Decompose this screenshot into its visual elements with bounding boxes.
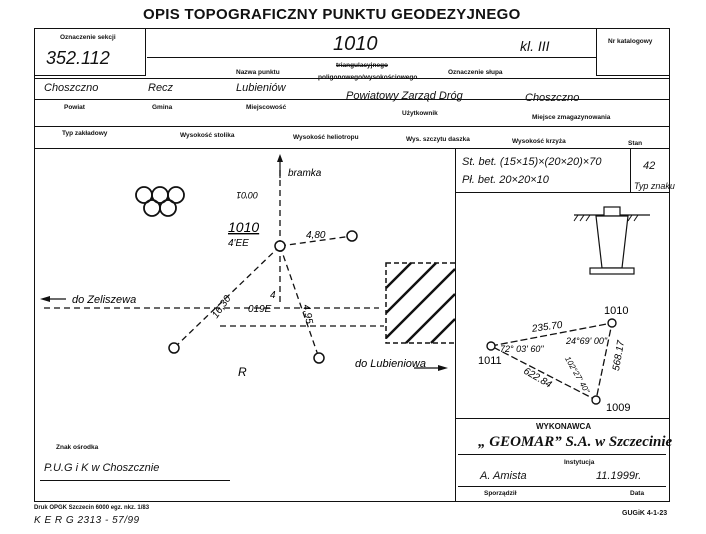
bramka-arrowhead xyxy=(277,154,283,162)
contractor-line xyxy=(458,454,666,455)
label-bramka: bramka xyxy=(288,168,322,179)
kerg-line: K E R G 2313 - 57/99 xyxy=(34,515,140,526)
institution-label: Instytucja xyxy=(564,459,595,466)
building-hatch xyxy=(386,263,455,343)
triangle-sketch xyxy=(456,300,670,415)
print-line: Druk OPGK Szczecin 6000 egz. nkz. 1/83 xyxy=(34,505,150,511)
section-label: Oznaczenie sekcji xyxy=(60,34,116,41)
znak-line xyxy=(40,480,230,481)
contractor-label: WYKONAWCA xyxy=(536,422,592,431)
label-point: 1010 xyxy=(228,219,260,235)
post-body xyxy=(596,216,628,268)
param-daszek: Wys. szczytu daszka xyxy=(406,136,470,143)
author-line xyxy=(458,486,666,487)
powiat-value: Choszczno xyxy=(44,82,99,94)
arrow-left-head xyxy=(40,296,50,302)
tri-ang-1009: 102°27' 40" xyxy=(563,354,592,395)
tri-ang-1011: 72° 03' 60" xyxy=(500,344,544,354)
typ-label: Typ znaku xyxy=(634,181,675,191)
param-stan: Stan xyxy=(628,140,643,147)
label-480: 4,80 xyxy=(306,230,326,241)
date-value: 11.1999r. xyxy=(596,470,642,482)
label-1630: 16,30 xyxy=(210,293,234,321)
label-4: 4 xyxy=(270,290,276,301)
point-type-option-2: poligonowego/wysokościowego xyxy=(318,74,418,81)
tri-1011: 1011 xyxy=(478,355,502,367)
znak-value: P.U.G i K w Choszcznie xyxy=(44,462,160,474)
post-cross-section xyxy=(560,200,660,280)
tri-ang-1010: 24°69' 00" xyxy=(566,336,608,346)
user-value: Powiatowy Zarząd Dróg xyxy=(346,90,463,102)
date-label: Data xyxy=(630,490,645,497)
post-top xyxy=(604,207,620,216)
sketch-lines xyxy=(44,170,384,358)
params-top-line xyxy=(34,126,670,127)
znak-label: Znak ośrodka xyxy=(56,444,99,451)
gmina-value: Recz xyxy=(148,82,174,94)
author-label: Sporządził xyxy=(484,490,517,497)
specs-bottom-line xyxy=(455,192,670,193)
contractor-top-line xyxy=(455,418,670,419)
triangle-shape xyxy=(491,323,612,400)
label-val-point: 4'EE xyxy=(228,238,249,249)
label-495: 4,95 xyxy=(300,303,315,325)
location-line xyxy=(34,99,670,100)
tri-side-top: 235.70 xyxy=(531,319,564,335)
user-label: Użytkownik xyxy=(402,110,438,117)
document-title: OPIS TOPOGRAFICZNY PUNKTU GEODEZYJNEGO xyxy=(143,6,521,23)
param-krzyz: Wysokość krzyża xyxy=(512,138,566,145)
point-type-option-1: triangulacyjnego xyxy=(336,62,389,69)
gmina-label: Gmina xyxy=(152,104,173,111)
post-label: Oznaczenie słupa xyxy=(448,69,503,76)
powiat-label: Powiat xyxy=(64,104,85,111)
point-name-label: Nazwa punktu xyxy=(236,69,280,76)
tri-side-bottom: 622.84 xyxy=(521,365,554,391)
catalog-label: Nr katalogowy xyxy=(608,38,653,45)
tri-1009: 1009 xyxy=(606,402,631,414)
post-plate xyxy=(590,268,634,274)
title-underline xyxy=(147,57,597,58)
label-do-lubieniowa: do Lubieniowa xyxy=(355,358,426,370)
tri-side-right: 568.17 xyxy=(610,339,628,372)
storage-value: Choszczno xyxy=(525,92,580,104)
param-stolik: Wysokość stolika xyxy=(180,132,235,139)
catalog-box xyxy=(596,28,670,76)
form-code: GUGiK 4-1-23 xyxy=(622,510,668,517)
label-val-mid: 019E xyxy=(248,304,272,315)
label-do-zeliszewa: do Zeliszewa xyxy=(72,294,137,306)
tri-1010: 1010 xyxy=(604,305,629,317)
param-helitrop: Wysokość heliotropu xyxy=(293,134,359,141)
spec-pl-bet: Pł. bet. 20×20×10 xyxy=(462,174,549,186)
contractor-name: „ GEOMAR” S.A. w Szczecinie xyxy=(478,434,673,450)
storage-label: Miejsce zmagazynowania xyxy=(532,114,611,121)
point-markers xyxy=(169,231,357,363)
location-sketch xyxy=(34,148,455,458)
arrow-right-head xyxy=(438,365,448,371)
rings-symbol xyxy=(136,187,184,216)
label-r: R xyxy=(238,365,247,379)
param-typ: Typ zakładowy xyxy=(62,130,108,137)
point-number: 1010 xyxy=(333,33,378,55)
miejscowosc-value: Lubieniów xyxy=(236,82,286,94)
point-class: kl. III xyxy=(520,38,550,54)
typ-value: 42 xyxy=(643,160,656,172)
section-value: 352.112 xyxy=(46,48,110,68)
label-val-top: 00'01 xyxy=(236,190,258,200)
header-divider xyxy=(34,78,670,79)
spec-st-bet: St. bet. (15×15)×(20×20)×70 xyxy=(462,156,602,168)
typ-divider xyxy=(630,148,631,192)
miejscowosc-label: Miejscowość xyxy=(246,104,287,111)
author-value: A. Amista xyxy=(480,470,527,482)
